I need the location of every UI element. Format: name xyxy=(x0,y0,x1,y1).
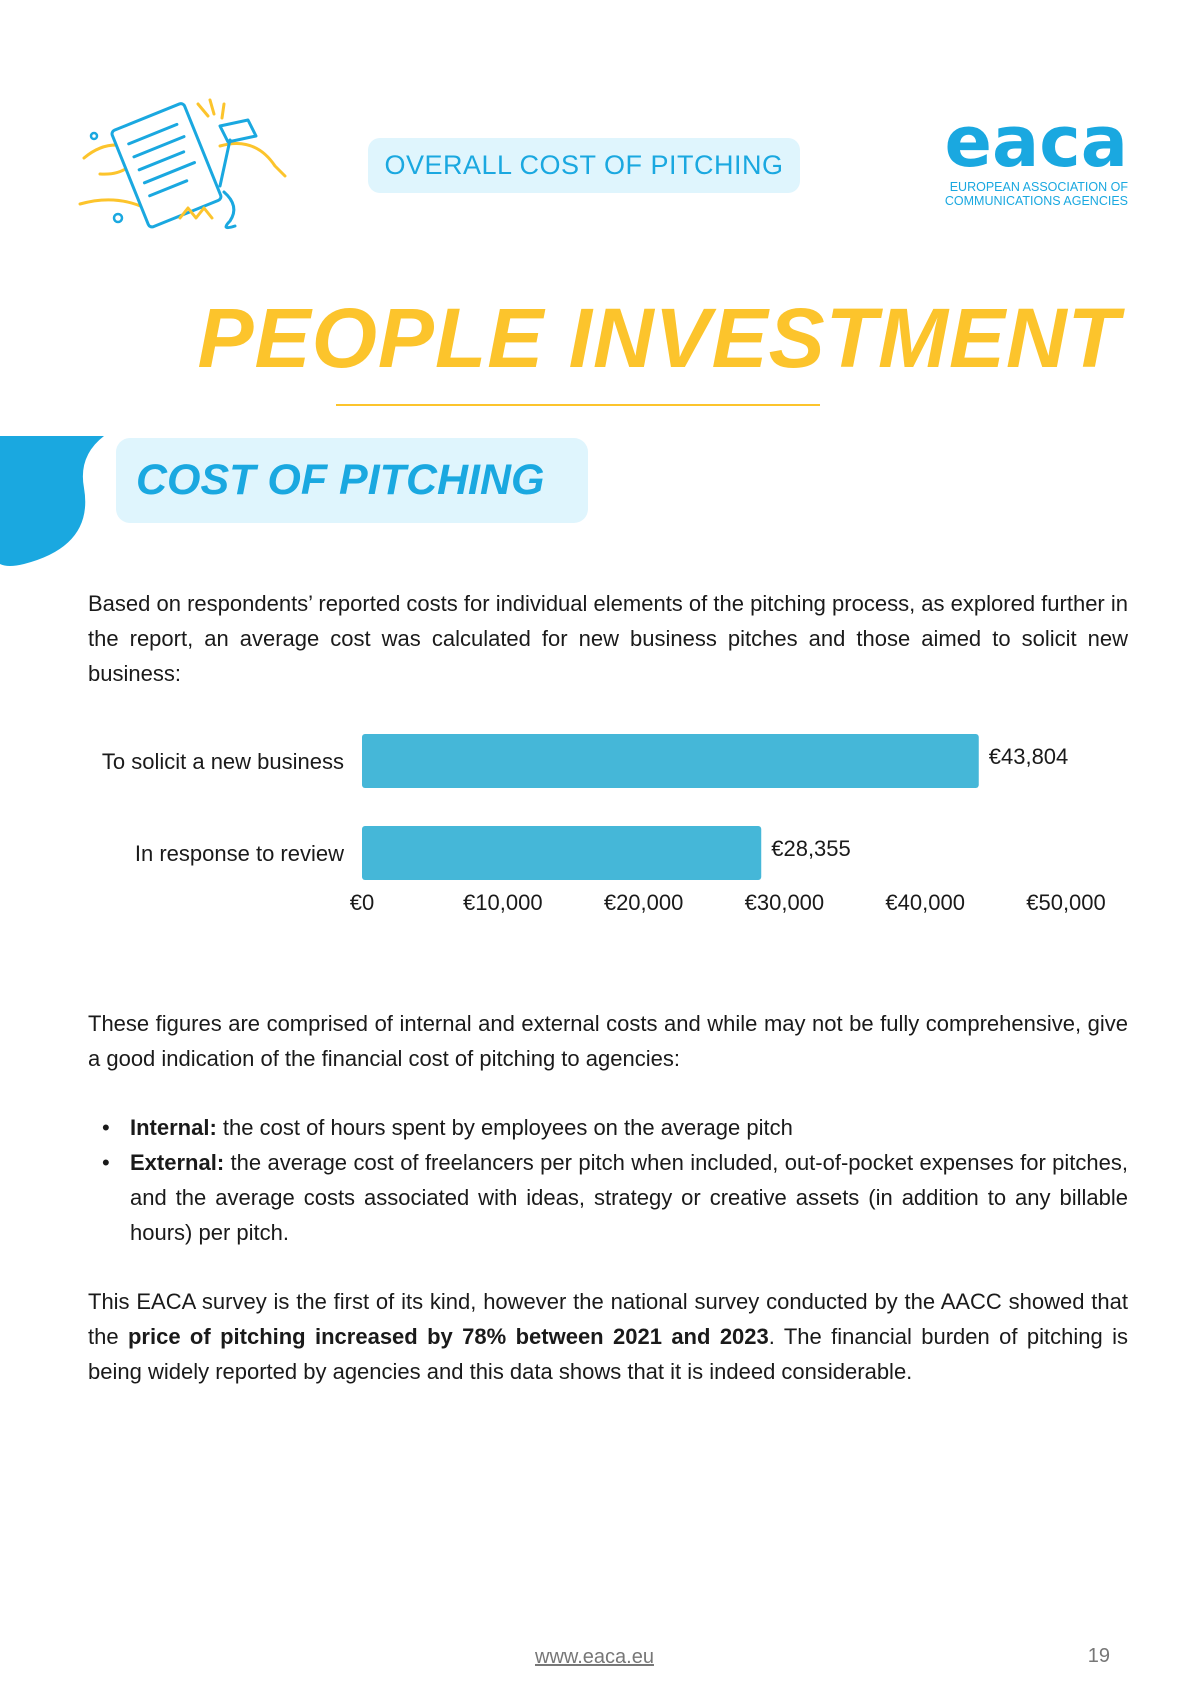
x-tick-label: €30,000 xyxy=(744,890,825,915)
x-tick-label: €20,000 xyxy=(603,890,684,915)
intro-paragraph: Based on respondents’ reported costs for individual elements of the pitching process, as explored further in the report, an average cost was calculated for new business pitches and those aimed to solicit new business: xyxy=(88,591,1128,686)
list-item-bold: Internal: xyxy=(130,1115,217,1140)
x-tick-label: €40,000 xyxy=(885,890,965,915)
bullet-dot: • xyxy=(102,1150,110,1175)
logo-subtitle-line1: EUROPEAN ASSOCIATION OF xyxy=(949,180,1128,194)
bar xyxy=(362,734,979,788)
page-number: 19 xyxy=(1087,1645,1110,1667)
eaca-logo xyxy=(928,112,1128,178)
category-label: In response to review xyxy=(134,841,344,866)
page-title: PEOPLE INVESTMENT xyxy=(197,291,1120,385)
data-label: €28,355 xyxy=(771,836,851,861)
footer-website-link[interactable]: www.eaca.eu xyxy=(535,1646,654,1668)
list-item-external xyxy=(88,1145,1128,1250)
list-item-bold: External: xyxy=(130,1150,225,1175)
speech-blob-decoration xyxy=(0,436,106,566)
bar xyxy=(362,826,761,880)
list-item-text: the cost of hours spent by employees on the average pitch xyxy=(216,1115,793,1140)
closing-highlight: price of pitching increased by 78% between 2021 and 2023 xyxy=(127,1324,769,1349)
x-tick-label: €0 xyxy=(349,890,375,915)
section-heading-box xyxy=(116,438,588,523)
logo-subtitle-line2: COMMUNICATIONS AGENCIES xyxy=(944,194,1128,208)
list-item-internal xyxy=(88,1110,1128,1145)
closing-text-start: This EACA survey is the first of its kind, however the national survey conducted by the AACC showed that the xyxy=(88,1289,1128,1349)
section-title: COST OF PITCHING xyxy=(136,456,545,504)
x-tick-label: €50,000 xyxy=(1026,890,1106,915)
closing-text-end: . The financial burden of pitching is being widely reported by agencies and this data shows that it is indeed considerable. xyxy=(88,1324,1128,1384)
list-item-text: the average cost of freelancers per pitch when included, out-of-pocket expenses for pitches, and the average costs associated with ideas, strategy or creative assets (in addition to any billable hours) per pitch. xyxy=(130,1150,1128,1245)
figures-paragraph: These figures are comprised of internal and external costs and while may not be fully comprehensive, give a good indication of the financial cost of pitching to agencies: xyxy=(88,1011,1128,1071)
cost-bar-chart xyxy=(0,718,1200,918)
header-section-tag: OVERALL COST OF PITCHING xyxy=(368,138,800,193)
logo-subtitle xyxy=(908,180,1128,208)
bullet-dot: • xyxy=(102,1115,110,1140)
cost-types-list xyxy=(88,1110,1128,1250)
data-label: €43,804 xyxy=(988,744,1069,769)
closing-paragraph xyxy=(88,1284,1128,1389)
title-underline xyxy=(336,404,820,406)
document-illustration xyxy=(70,96,290,236)
category-label: To solicit a new business xyxy=(101,749,344,774)
x-tick-label: €10,000 xyxy=(463,890,543,915)
svg-text:eaca: eaca xyxy=(944,112,1128,178)
